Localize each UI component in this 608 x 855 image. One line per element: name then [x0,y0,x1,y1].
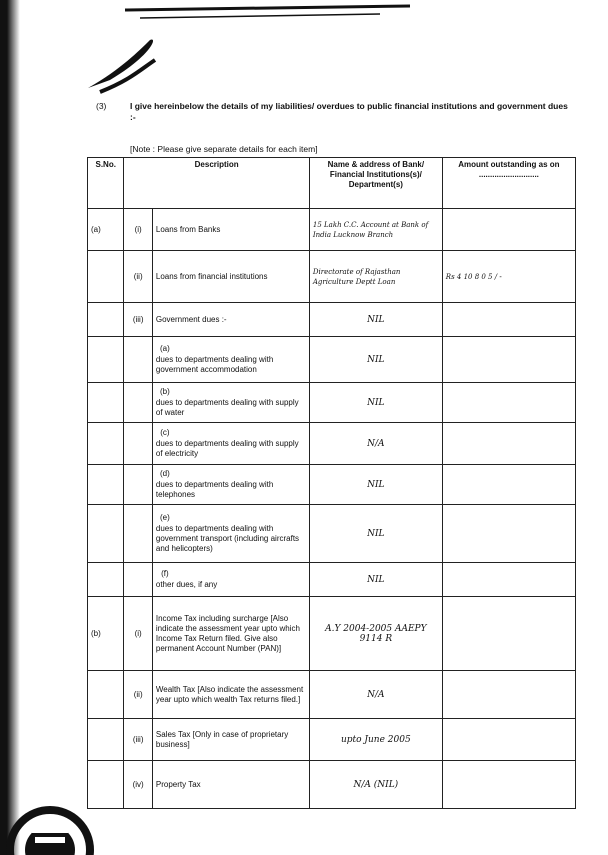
row-group [88,337,124,383]
row-description: Loans from Banks [152,209,309,251]
row-group: (b) [88,597,124,671]
row-sub-number: (iv) [124,761,152,809]
table-row [88,423,576,465]
row-amount [442,337,575,383]
row-description-text: dues to departments dealing with government accommodation [155,354,274,374]
row-sub-number: (iii) [124,303,152,337]
table-row [88,383,576,423]
handwritten-entry: NIL [367,574,385,585]
row-sub-number: (c) [160,428,170,438]
row-sub-number: (ii) [124,671,152,719]
table-row [88,209,576,251]
handwritten-entry: NIL [367,314,385,325]
row-group [88,563,124,597]
row-institution [309,423,442,465]
row-institution [309,671,442,719]
row-sub-number: (f) [161,569,169,579]
handwritten-entry: N/A [367,438,385,449]
row-amount [442,671,575,719]
row-group: (a) [88,209,124,251]
row-amount [442,209,575,251]
table-row [88,465,576,505]
handwritten-amount: Rs 4 10 8 0 5 / - [445,272,502,281]
row-sub-number: (e) [159,513,170,523]
row-amount [442,383,575,423]
row-institution [309,563,442,597]
row-description-text: dues to departments dealing with supply of water [155,397,299,417]
row-group [88,423,124,465]
table-row [88,761,576,809]
row-institution [309,465,442,505]
row-group [88,505,124,563]
row-description-text: dues to departments dealing with telephones [155,479,274,499]
table-row [88,563,576,597]
row-description-text: dues to departments dealing with government transport (including aircrafts and helicopters) [155,523,300,553]
row-group [88,383,124,423]
handwritten-entry: upto June 2005 [340,734,411,745]
section-heading: I give hereinbelow the details of my liabilities/ overdues to public financial institutions and government dues :- [130,101,568,122]
handwritten-entry: N/A (NIL) [353,779,399,790]
row-group [88,671,124,719]
row-amount [442,423,575,465]
row-description: Sales Tax [Only in case of proprietary business] [152,719,309,761]
row-institution [309,505,442,563]
handwritten-entry: N/A [367,689,385,700]
row-sub-number: (iii) [124,719,152,761]
row-amount [442,465,575,505]
table-header-row [88,158,576,209]
row-institution [309,761,442,809]
row-sub-number: (b) [159,387,170,397]
row-group [88,465,124,505]
table-row [88,505,576,563]
row-amount [442,563,575,597]
liabilities-table [87,157,576,809]
handwritten-entry: NIL [367,528,385,539]
section-number: (3) [96,101,107,111]
row-amount [442,505,575,563]
row-description: Loans from financial institutions [152,251,309,303]
row-description: Wealth Tax [Also indicate the assessment year upto which wealth Tax returns filed.] [152,671,309,719]
row-institution [309,597,442,671]
row-description [152,563,309,597]
row-amount [442,303,575,337]
handwritten-entry: NIL [367,479,385,490]
row-description: Income Tax including surcharge [Also indicate the assessment year upto which Income Tax Return filed. Give also permanent Account Number (PAN)] [152,597,309,671]
row-sub-number: (ii) [124,251,152,303]
row-institution [309,383,442,423]
header-sno: S.No. [88,158,124,209]
row-description-text: other dues, if any [155,579,218,589]
table-row [88,719,576,761]
row-institution [309,251,442,303]
table-row [88,671,576,719]
official-stamp [0,795,100,855]
row-description [152,423,309,465]
table-row [88,337,576,383]
header-description: Description [124,158,309,209]
row-description-text: dues to departments dealing with supply of electricity [155,438,299,458]
handwritten-entry: Directorate of Rajasthan Agriculture Deptt Loan [312,267,401,286]
table-row [88,303,576,337]
row-amount [442,761,575,809]
row-institution [309,303,442,337]
row-sub-number: (d) [159,469,170,479]
row-group [88,303,124,337]
row-sub-number: (i) [124,597,152,671]
table-row [88,597,576,671]
table-row [88,251,576,303]
row-description [152,465,309,505]
row-institution [309,209,442,251]
row-sub-number: (a) [159,344,170,354]
row-institution [309,337,442,383]
row-group [88,719,124,761]
row-institution [309,719,442,761]
section-note: [Note : Please give separate details for each item] [130,144,318,154]
scan-edge-shadow [0,0,20,855]
row-amount [442,719,575,761]
row-amount [442,251,575,303]
row-description [152,337,309,383]
row-sub-number: (i) [124,209,152,251]
handwritten-entry: A.Y 2004-2005 AAEPY 9114 R [325,623,427,644]
row-description [152,383,309,423]
header-name: Name & address of Bank/ Financial Institutions(s)/ Department(s) [309,158,442,209]
row-amount [442,597,575,671]
row-description: Property Tax [152,761,309,809]
handwritten-entry: NIL [367,397,385,408]
row-description: Government dues :- [152,303,309,337]
header-amount: Amount outstanding as on ........................... [442,158,575,209]
handwritten-entry: 15 Lakh C.C. Account at Bank of India Lucknow Branch [312,220,429,239]
row-description [152,505,309,563]
row-group [88,251,124,303]
handwritten-entry: NIL [367,354,385,365]
handwritten-scribble-top [80,0,420,100]
